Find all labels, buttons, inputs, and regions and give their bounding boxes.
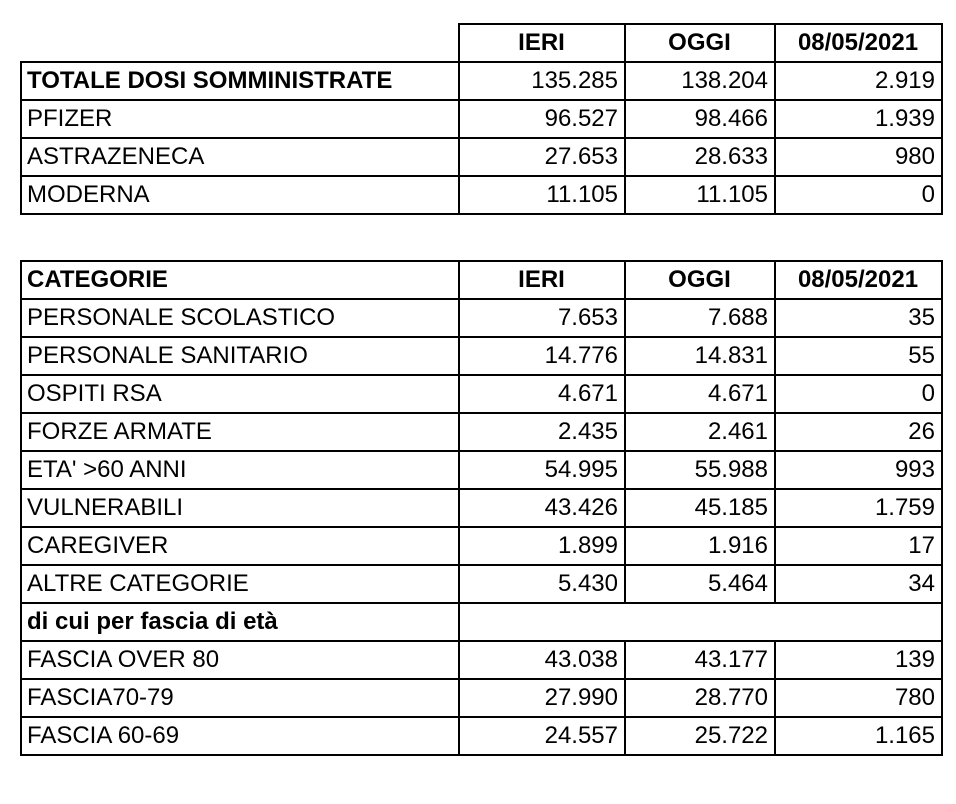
- cell-oggi: 5.464: [625, 565, 775, 603]
- categories-header-oggi: OGGI: [625, 261, 775, 299]
- cell-delta: 17: [775, 527, 942, 565]
- row-label: FORZE ARMATE: [21, 413, 459, 451]
- table-row: [21, 565, 942, 603]
- row-label: PERSONALE SCOLASTICO: [21, 299, 459, 337]
- table-row: [21, 138, 942, 176]
- cell-delta: 35: [775, 299, 942, 337]
- doses-table: [20, 23, 943, 215]
- table-row: [21, 413, 942, 451]
- age-subheading-row: [21, 603, 942, 641]
- cell-delta: 0: [775, 375, 942, 413]
- cell-ieri: 7.653: [459, 299, 625, 337]
- table-row: [21, 62, 942, 100]
- row-label: ASTRAZENECA: [21, 138, 459, 176]
- table-row: [21, 641, 942, 679]
- cell-delta: 980: [775, 138, 942, 176]
- row-label: VULNERABILI: [21, 489, 459, 527]
- cell-oggi: 1.916: [625, 527, 775, 565]
- cell-ieri: 96.527: [459, 100, 625, 138]
- table-row: [21, 679, 942, 717]
- cell-oggi: 14.831: [625, 337, 775, 375]
- cell-oggi: 138.204: [625, 62, 775, 100]
- age-subheading: di cui per fascia di età: [21, 603, 459, 641]
- cell-oggi: 2.461: [625, 413, 775, 451]
- cell-oggi: 4.671: [625, 375, 775, 413]
- doses-header-ieri: IERI: [459, 24, 625, 62]
- table-row: [21, 176, 942, 214]
- cell-oggi: 98.466: [625, 100, 775, 138]
- table-row: [21, 299, 942, 337]
- row-label: CAREGIVER: [21, 527, 459, 565]
- table-row: [21, 451, 942, 489]
- table-row: [21, 489, 942, 527]
- cell-ieri: 11.105: [459, 176, 625, 214]
- table-row: [21, 337, 942, 375]
- cell-delta: 1.165: [775, 717, 942, 755]
- doses-header-oggi: OGGI: [625, 24, 775, 62]
- row-label: ALTRE CATEGORIE: [21, 565, 459, 603]
- cell-ieri: 27.653: [459, 138, 625, 176]
- cell-ieri: 54.995: [459, 451, 625, 489]
- cell-oggi: 11.105: [625, 176, 775, 214]
- row-label: FASCIA70-79: [21, 679, 459, 717]
- cell-delta: 0: [775, 176, 942, 214]
- cell-delta: 34: [775, 565, 942, 603]
- doses-header-blank: [21, 24, 459, 62]
- cell-oggi: 45.185: [625, 489, 775, 527]
- row-label: PERSONALE SANITARIO: [21, 337, 459, 375]
- row-label: MODERNA: [21, 176, 459, 214]
- cell-delta: 55: [775, 337, 942, 375]
- categories-header-label: CATEGORIE: [21, 261, 459, 299]
- doses-header-row: [21, 24, 942, 62]
- categories-table: [20, 260, 943, 756]
- cell-ieri: 27.990: [459, 679, 625, 717]
- categories-header-ieri: IERI: [459, 261, 625, 299]
- cell-ieri: 1.899: [459, 527, 625, 565]
- categories-header-date: 08/05/2021: [775, 261, 942, 299]
- cell-ieri: 24.557: [459, 717, 625, 755]
- cell-oggi: 43.177: [625, 641, 775, 679]
- cell-ieri: 135.285: [459, 62, 625, 100]
- table-row: [21, 375, 942, 413]
- row-label: FASCIA OVER 80: [21, 641, 459, 679]
- categories-header-row: [21, 261, 942, 299]
- cell-oggi: 7.688: [625, 299, 775, 337]
- row-label: FASCIA 60-69: [21, 717, 459, 755]
- cell-ieri: 5.430: [459, 565, 625, 603]
- row-label: TOTALE DOSI SOMMINISTRATE: [21, 62, 459, 100]
- table-row: [21, 100, 942, 138]
- cell-delta: 26: [775, 413, 942, 451]
- table-row: [21, 717, 942, 755]
- row-label: PFIZER: [21, 100, 459, 138]
- row-label: ETA' >60 ANNI: [21, 451, 459, 489]
- cell-delta: 993: [775, 451, 942, 489]
- cell-delta: 139: [775, 641, 942, 679]
- age-subheading-blank: [459, 603, 942, 641]
- cell-ieri: 14.776: [459, 337, 625, 375]
- cell-ieri: 43.038: [459, 641, 625, 679]
- cell-oggi: 28.633: [625, 138, 775, 176]
- cell-delta: 2.919: [775, 62, 942, 100]
- cell-oggi: 25.722: [625, 717, 775, 755]
- cell-ieri: 2.435: [459, 413, 625, 451]
- cell-oggi: 55.988: [625, 451, 775, 489]
- row-label: OSPITI RSA: [21, 375, 459, 413]
- cell-ieri: 4.671: [459, 375, 625, 413]
- cell-ieri: 43.426: [459, 489, 625, 527]
- cell-oggi: 28.770: [625, 679, 775, 717]
- table-row: [21, 527, 942, 565]
- cell-delta: 1.759: [775, 489, 942, 527]
- cell-delta: 1.939: [775, 100, 942, 138]
- doses-header-date: 08/05/2021: [775, 24, 942, 62]
- cell-delta: 780: [775, 679, 942, 717]
